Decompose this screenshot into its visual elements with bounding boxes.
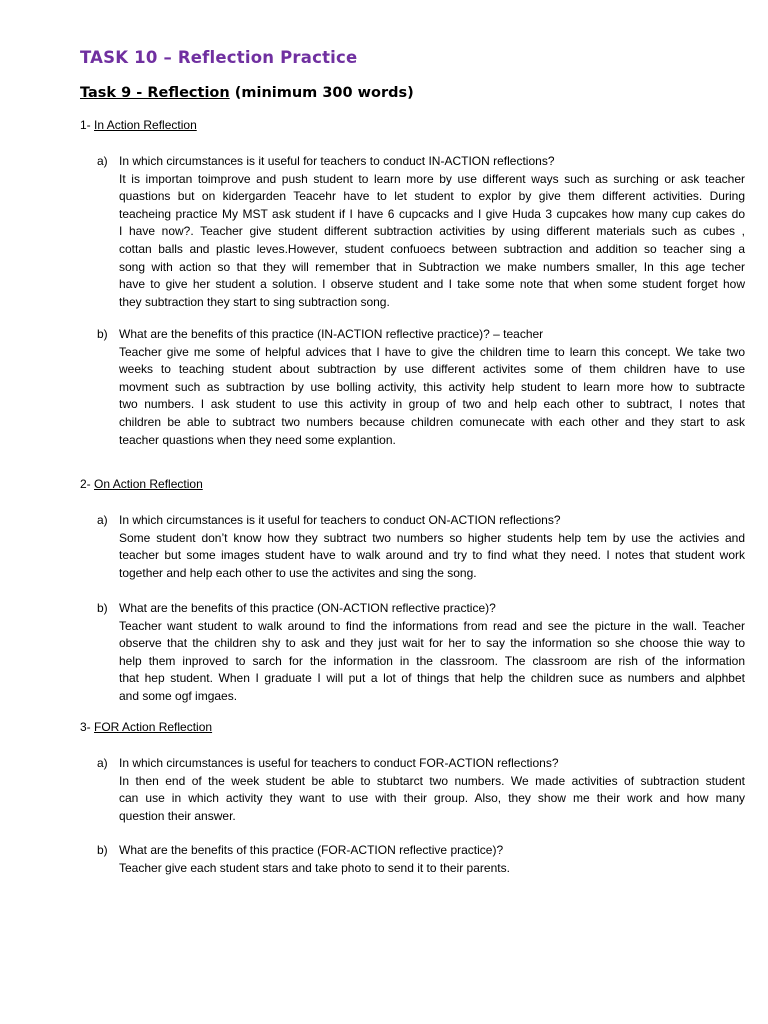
question-text: What are the benefits of this practice (IN-ACTION reflective practice)? – teacher (119, 327, 544, 341)
question-letter: b) (97, 843, 108, 857)
question-row (97, 512, 745, 530)
answer-line: children be able to subtract two numbers because children comunecate with each other and they start to ask (119, 414, 745, 429)
subtitle-rest: (minimum 300 words) (229, 85, 414, 101)
answer-line: Teacher give me some of helpful advices that I have to give the children time to learn this concept. We take two (119, 344, 745, 359)
section-number: 1- (80, 118, 95, 132)
question-letter: a) (97, 154, 108, 168)
answer-line: teacher but some images student have to walk around and try to find what they need. I notes that student work (119, 548, 745, 563)
question-text: What are the benefits of this practice (FOR-ACTION reflective practice)? (119, 843, 504, 857)
answer-text (119, 618, 745, 706)
answer-line: can use in which activity they want to use with their group. Also, they show me their work and how many (119, 791, 745, 806)
question-text: In which circumstances is it useful for teachers to conduct ON-ACTION reflections? (119, 513, 561, 527)
answer-line: together and help each other to use the activites and sing the song. (119, 565, 477, 580)
section-heading (80, 477, 203, 491)
question-block (97, 326, 745, 449)
question-letter: a) (97, 756, 108, 770)
section-heading (80, 720, 212, 734)
answer-line: that hep student. When I graduate I will put a lot of things that help the children suce as numbers and alphbet (119, 671, 745, 686)
question-block (97, 755, 745, 825)
question-block (97, 842, 745, 877)
answer-line: have to give her student a solution. I observe student and I take some note that when some student forget how (119, 277, 745, 292)
answer-text (119, 344, 745, 450)
question-block (97, 153, 745, 311)
question-block (97, 512, 745, 582)
answer-line: two numbers. I ask student to use this activity in group of two and help each other to subtract, I notes that (119, 397, 745, 412)
answer-line: Some student don’t know how they subtract two numbers so higher students help tem by use the activies and (119, 530, 745, 545)
answer-line: and some ogf imgaes. (119, 688, 238, 703)
question-letter: b) (97, 327, 108, 341)
question-letter: b) (97, 601, 108, 615)
section-number: 2- (80, 477, 95, 491)
answer-line: teacheing practice My MST ask student if I have 6 cupcacks and I give Huda 3 cupcakes how many cup cakes do (119, 206, 745, 221)
question-row (97, 326, 745, 344)
question-row (97, 153, 745, 171)
answer-line: quastions but on kidergarden Teacehr have to let student to explor by give them different activities. During (119, 189, 745, 204)
answer-line: question their answer. (119, 808, 236, 823)
subtitle-underlined: Task 9 - Reflection (80, 85, 230, 101)
answer-text (119, 530, 745, 583)
answer-line: weeks to teaching student about subtraction by use different activites some of them children have to use (119, 362, 745, 377)
answer-text (119, 860, 745, 878)
question-text: What are the benefits of this practice (ON-ACTION reflective practice)? (119, 601, 496, 615)
answer-line: observe that the children shy to ask and they just wait for her to say the information so she choose thie way to (119, 636, 745, 651)
answer-line: It is importan toimprove and push student to learn more by use different ways such as surching or ask teacher (119, 171, 745, 186)
answer-line: In then end of the week student be able to stubtarct two numbers. We made activities of subtraction student (119, 773, 745, 788)
question-row (97, 842, 745, 860)
answer-text (119, 171, 745, 312)
answer-line: movment such as subtraction by use bolling activity, this activity help student to learn more how to subtracte (119, 379, 745, 394)
answer-line: help them inproved to sarch for the information in the classroom. The classroom are rish of the information (119, 653, 745, 668)
answer-line: I have now?. Teacher give student different subtraction activities by using different materials such as cubes , (119, 224, 745, 239)
question-row (97, 755, 745, 773)
question-letter: a) (97, 513, 108, 527)
section-name: FOR Action Reflection (94, 720, 213, 734)
document-title: TASK 10 – Reflection Practice (80, 48, 358, 67)
answer-line: cottan balls and plastic leves.However, student confuoecs between subtraction and addition so teacher sing a (119, 241, 745, 256)
task-subtitle (80, 85, 414, 101)
answer-line: Teacher want student to walk around to find the informations from read and see the picture in the wall. Teacher (119, 618, 745, 633)
answer-line: Teacher give each student stars and take photo to send it to their parents. (119, 860, 510, 875)
question-block (97, 600, 745, 706)
question-text: In which circumstances is it useful for teachers to conduct IN-ACTION reflections? (119, 154, 555, 168)
answer-line: teacher quastions when they need some explantion. (119, 432, 396, 447)
question-text: In which circumstances is useful for teachers to conduct FOR-ACTION reflections? (119, 756, 559, 770)
section-name: In Action Reflection (94, 118, 197, 132)
answer-text (119, 773, 745, 826)
section-heading (80, 118, 197, 132)
section-number: 3- (80, 720, 95, 734)
question-row (97, 600, 745, 618)
section-name: On Action Reflection (94, 477, 203, 491)
answer-line: they subtraction they start to sing subtraction song. (119, 294, 390, 309)
answer-line: song with action so that they will remember that in Subtraction we make numbers smaller, In this age techer (119, 259, 745, 274)
